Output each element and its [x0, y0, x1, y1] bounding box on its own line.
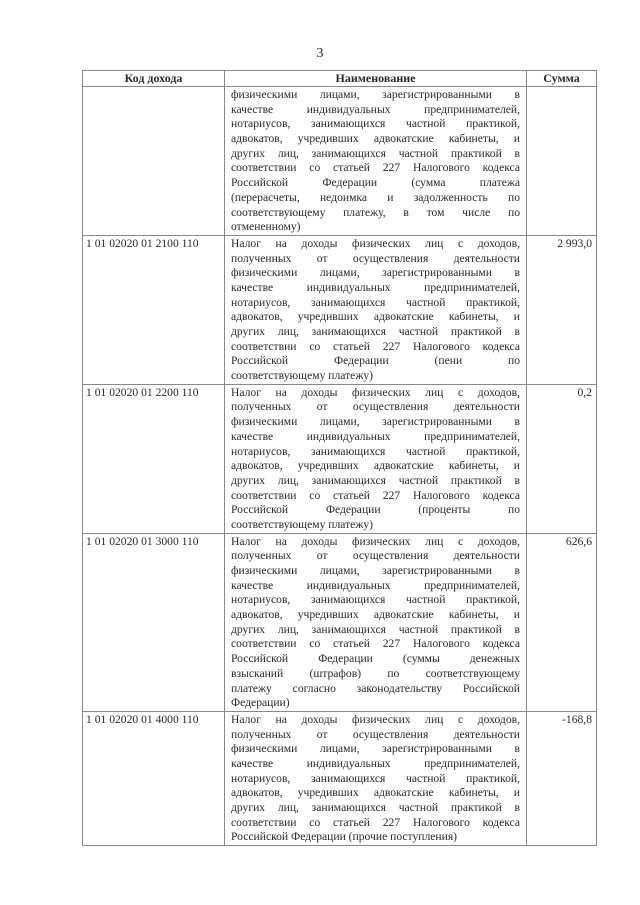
name-line: адвокатов, учредивших адвокатские кабинеты, и: [231, 459, 520, 473]
income-table: [82, 70, 597, 846]
table-row: [83, 533, 597, 711]
name-line: других лиц, занимающихся частной практикой в: [231, 146, 520, 160]
name-line: адвокатов, учредивших адвокатские кабинеты, и: [231, 310, 520, 324]
name-line: полученных от осуществления деятельности: [231, 549, 520, 563]
name-line: платежу согласно законодательству Российской: [231, 681, 520, 695]
table-row: [83, 87, 597, 236]
name-line: качестве индивидуальных предпринимателей,: [231, 429, 520, 443]
income-sum: -168,8: [527, 711, 597, 845]
name-line: соответствующему платежу): [231, 517, 373, 531]
table-row: [83, 711, 597, 845]
name-line: Российской Федерации (пени по: [231, 354, 520, 368]
name-line: (перерасчеты, недоимка и задолженность по: [231, 190, 520, 204]
header-sum: Сумма: [527, 71, 597, 87]
name-line: адвокатов, учредивших адвокатские кабинеты, и: [231, 786, 520, 800]
table-row: [83, 235, 597, 384]
name-line: полученных от осуществления деятельности: [231, 251, 520, 265]
income-sum: [527, 87, 597, 236]
name-line: физическими лицами, зарегистрированными в: [231, 266, 520, 280]
name-line: Российской Федерации (проценты по: [231, 503, 520, 517]
table-header-row: [83, 71, 597, 87]
income-name: [225, 235, 527, 384]
income-name: [225, 384, 527, 533]
header-income-code: Код дохода: [83, 71, 225, 87]
name-line: адвокатов, учредивших адвокатские кабинеты, и: [231, 132, 520, 146]
name-line: физическими лицами, зарегистрированными в: [231, 415, 520, 429]
income-sum: 2 993,0: [527, 235, 597, 384]
name-line: полученных от осуществления деятельности: [231, 727, 520, 741]
name-line: взысканий (штрафов) по соответствующему: [231, 666, 520, 680]
name-line: Российской Федерации (суммы денежных: [231, 652, 520, 666]
income-code: [83, 87, 225, 236]
name-line: Налог на доходы физических лиц с доходов,: [231, 534, 520, 548]
page-number: 3: [316, 46, 324, 61]
name-line: отмененному): [231, 220, 301, 234]
name-line: соответствии со статьей 227 Налогового кодекса: [231, 339, 520, 353]
header-name: Наименование: [225, 71, 527, 87]
name-line: других лиц, занимающихся частной практикой в: [231, 325, 520, 338]
name-line: физическими лицами, зарегистрированными в: [231, 742, 520, 756]
name-line: адвокатов, учредивших адвокатские кабинеты, и: [231, 608, 520, 622]
income-name: [225, 711, 527, 845]
name-line: других лиц, занимающихся частной практикой в: [231, 801, 520, 814]
name-line: Российской Федерации (сумма платежа: [231, 176, 520, 190]
name-line: Налог на доходы физических лиц с доходов,: [231, 385, 520, 399]
income-name: [225, 533, 527, 711]
name-line: соответствующему платежу): [231, 369, 373, 383]
name-line: полученных от осуществления деятельности: [231, 400, 520, 414]
name-line: физическими лицами, зарегистрированными в: [231, 88, 520, 101]
name-line: Налог на доходы физических лиц с доходов,: [231, 712, 520, 726]
name-line: нотариусов, занимающихся частной практикой,: [231, 593, 520, 607]
income-code: 1 01 02020 01 2100 110: [83, 235, 225, 384]
name-line: нотариусов, занимающихся частной практикой,: [231, 444, 520, 458]
name-line: Российской Федерации (прочие поступления): [231, 830, 458, 844]
name-line: качестве индивидуальных предпринимателей,: [231, 756, 520, 770]
name-line: соответствующему платежу, в том числе по: [231, 205, 520, 219]
table-row: [83, 384, 597, 533]
name-line: соответствии со статьей 227 Налогового кодекса: [231, 637, 520, 651]
name-line: Налог на доходы физических лиц с доходов,: [231, 236, 520, 250]
name-line: физическими лицами, зарегистрированными в: [231, 564, 520, 577]
income-sum: 626,6: [527, 533, 597, 711]
name-line: нотариусов, занимающихся частной практикой,: [231, 117, 520, 131]
income-sum: 0,2: [527, 384, 597, 533]
name-line: нотариусов, занимающихся частной практикой,: [231, 295, 520, 309]
income-code: 1 01 02020 01 4000 110: [83, 711, 225, 845]
name-line: других лиц, занимающихся частной практикой в: [231, 622, 520, 636]
name-line: соответствии со статьей 227 Налогового кодекса: [231, 161, 520, 175]
name-line: соответствии со статьей 227 Налогового кодекса: [231, 488, 520, 502]
name-line: качестве индивидуальных предпринимателей,: [231, 102, 520, 116]
name-line: других лиц, занимающихся частной практикой в: [231, 473, 520, 487]
income-name: [225, 87, 527, 236]
income-code: 1 01 02020 01 2200 110: [83, 384, 225, 533]
income-code: 1 01 02020 01 3000 110: [83, 533, 225, 711]
name-line: качестве индивидуальных предпринимателей,: [231, 578, 520, 592]
name-line: нотариусов, занимающихся частной практикой,: [231, 771, 520, 785]
name-line: качестве индивидуальных предпринимателей,: [231, 280, 520, 294]
name-line: соответствии со статьей 227 Налогового кодекса: [231, 815, 520, 829]
name-line: Федерации): [231, 696, 290, 710]
